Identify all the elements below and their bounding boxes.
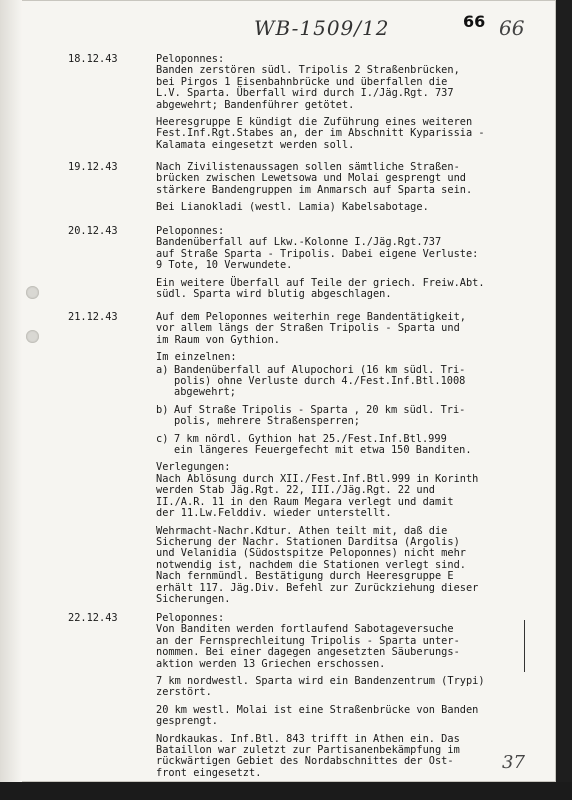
entry-paragraph: Bei Lianokladi (westl. Lamia) Kabelsabotage. — [156, 201, 429, 214]
entry-paragraph: Peloponnes: Banden zerstören südl. Tripolis 2 Straßenbrücken, bei Pirgos 1 Eisenbahnbrücke und überfallen die L.V. Sparta. Überfall wird durch I./Jäg.Rgt. 737 abgewehrt; Bandenführer getötet. — [156, 53, 460, 111]
entry-date: 19.12.43 — [68, 161, 118, 173]
list-item-label: b) — [156, 403, 169, 416]
entry-list-item — [156, 434, 518, 457]
scan-edge-bottom — [0, 782, 572, 800]
list-item-text: Auf Straße Tripolis - Sparta , 20 km südl. Tri- polis, mehrere Straßensperren; — [174, 403, 466, 428]
entry-body — [156, 162, 518, 214]
list-item-text: 7 km nördl. Gythion hat 25./Fest.Inf.Btl.999 ein längeres Feuergefecht mit etwa 150 Banditen. — [174, 432, 472, 457]
entry-paragraph: Im einzelnen: — [156, 351, 237, 364]
punch-hole — [26, 330, 39, 343]
entry-list-item — [156, 365, 518, 399]
entry-paragraph: Heeresgruppe E kündigt die Zuführung eines weiteren Fest.Inf.Rgt.Stabes an, der im Abschnitt Kyparissia - Kalamata eingesetzt werden soll. — [156, 116, 485, 151]
entry-date: 21.12.43 — [68, 311, 118, 323]
page-number-handwritten: 66 — [499, 16, 525, 40]
entry-paragraph: Wehrmacht-Nachr.Kdtur. Athen teilt mit, daß die Sicherung der Nachr. Stationen Darditsa (Argolis) und Velanidia (Südostspitze Peloponnes) nicht mehr notwendig ist, nachdem die Stationen verlegt sind. Nach fernmündl. Bestätigung durch Heeresgruppe E erhält 117. Jäg.Div. Befehl zur Zurückziehung dieser Sicherungen. — [156, 524, 479, 605]
entry-paragraph: Nach Zivilistenaussagen sollen sämtliche Straßen- brücken zwischen Lewetsowa und Molai gesprengt und stärkere Bandengruppen im Anmarsch auf Sparta sein. — [156, 161, 473, 196]
entry-date: 22.12.43 — [68, 612, 118, 624]
entry-paragraph: 7 km nordwestl. Sparta wird ein Bandenzentrum (Trypi) zerstört. — [156, 675, 485, 699]
entry-body — [156, 226, 518, 300]
punch-hole — [26, 286, 39, 299]
page-number-typed: 66 — [463, 12, 486, 31]
list-item-label: a) — [156, 363, 169, 376]
entry-body — [156, 613, 518, 779]
entry-paragraph: Nordkaukas. Inf.Btl. 843 trifft in Athen ein. Das Bataillon war zuletzt zur Partisanenbekämpfung im rückwärtigen Gebiet des Nordabschnittes der Ost- front eingesetzt. — [156, 732, 460, 779]
entry-paragraph: Peloponnes: Bandenüberfall auf Lkw.-Kolonne I./Jäg.Rgt.737 auf Straße Sparta - Tripolis. Dabei eigene Verluste: 9 Tote, 10 Verwundete. — [156, 225, 479, 272]
entry-paragraph: Ein weitere Überfall auf Teile der griech. Freiw.Abt. südl. Sparta wird blutig abgeschlagen. — [156, 276, 485, 301]
archive-number: WB-1509/12 — [254, 16, 390, 40]
entry-body — [156, 312, 518, 605]
entry-date: 18.12.43 — [68, 53, 118, 65]
entry-paragraph: Verlegungen: Nach Ablösung durch XII./Fest.Inf.Btl.999 in Korinth werden Stab Jäg.Rgt. 22, III./Jäg.Rgt. 22 und II./A.R. 11 in den Raum Megara verlegt und damit der 11.Lw.Felddiv. wieder unterstellt. — [156, 461, 479, 520]
entry-list-item — [156, 405, 518, 428]
margin-handwritten-number: 37 — [502, 752, 525, 773]
margin-rule — [524, 620, 525, 672]
entry-paragraph: Peloponnes: Von Banditen werden fortlaufend Sabotageversuche an der Fernsprechleitung Tripolis - Sparta unter- nommen. Bei einer dagegen angesetzten Säuberungs- aktion werden 13 Griechen erschossen. — [156, 612, 460, 670]
list-item-text: Bandenüberfall auf Alupochori (16 km südl. Tri- polis) ohne Verluste durch 4./Fest.Inf.Btl.1008 abgewehrt; — [174, 363, 466, 399]
scan-edge-right — [556, 0, 572, 800]
list-item-label: c) — [156, 432, 169, 445]
entry-paragraph: 20 km westl. Molai ist eine Straßenbrücke von Banden gesprengt. — [156, 703, 479, 728]
entry-date: 20.12.43 — [68, 225, 118, 237]
entry-paragraph: Auf dem Peloponnes weiterhin rege Bandentätigkeit, vor allem längs der Straßen Tripolis - Sparta und im Raum von Gythion. — [156, 311, 466, 346]
entry-body — [156, 54, 518, 151]
